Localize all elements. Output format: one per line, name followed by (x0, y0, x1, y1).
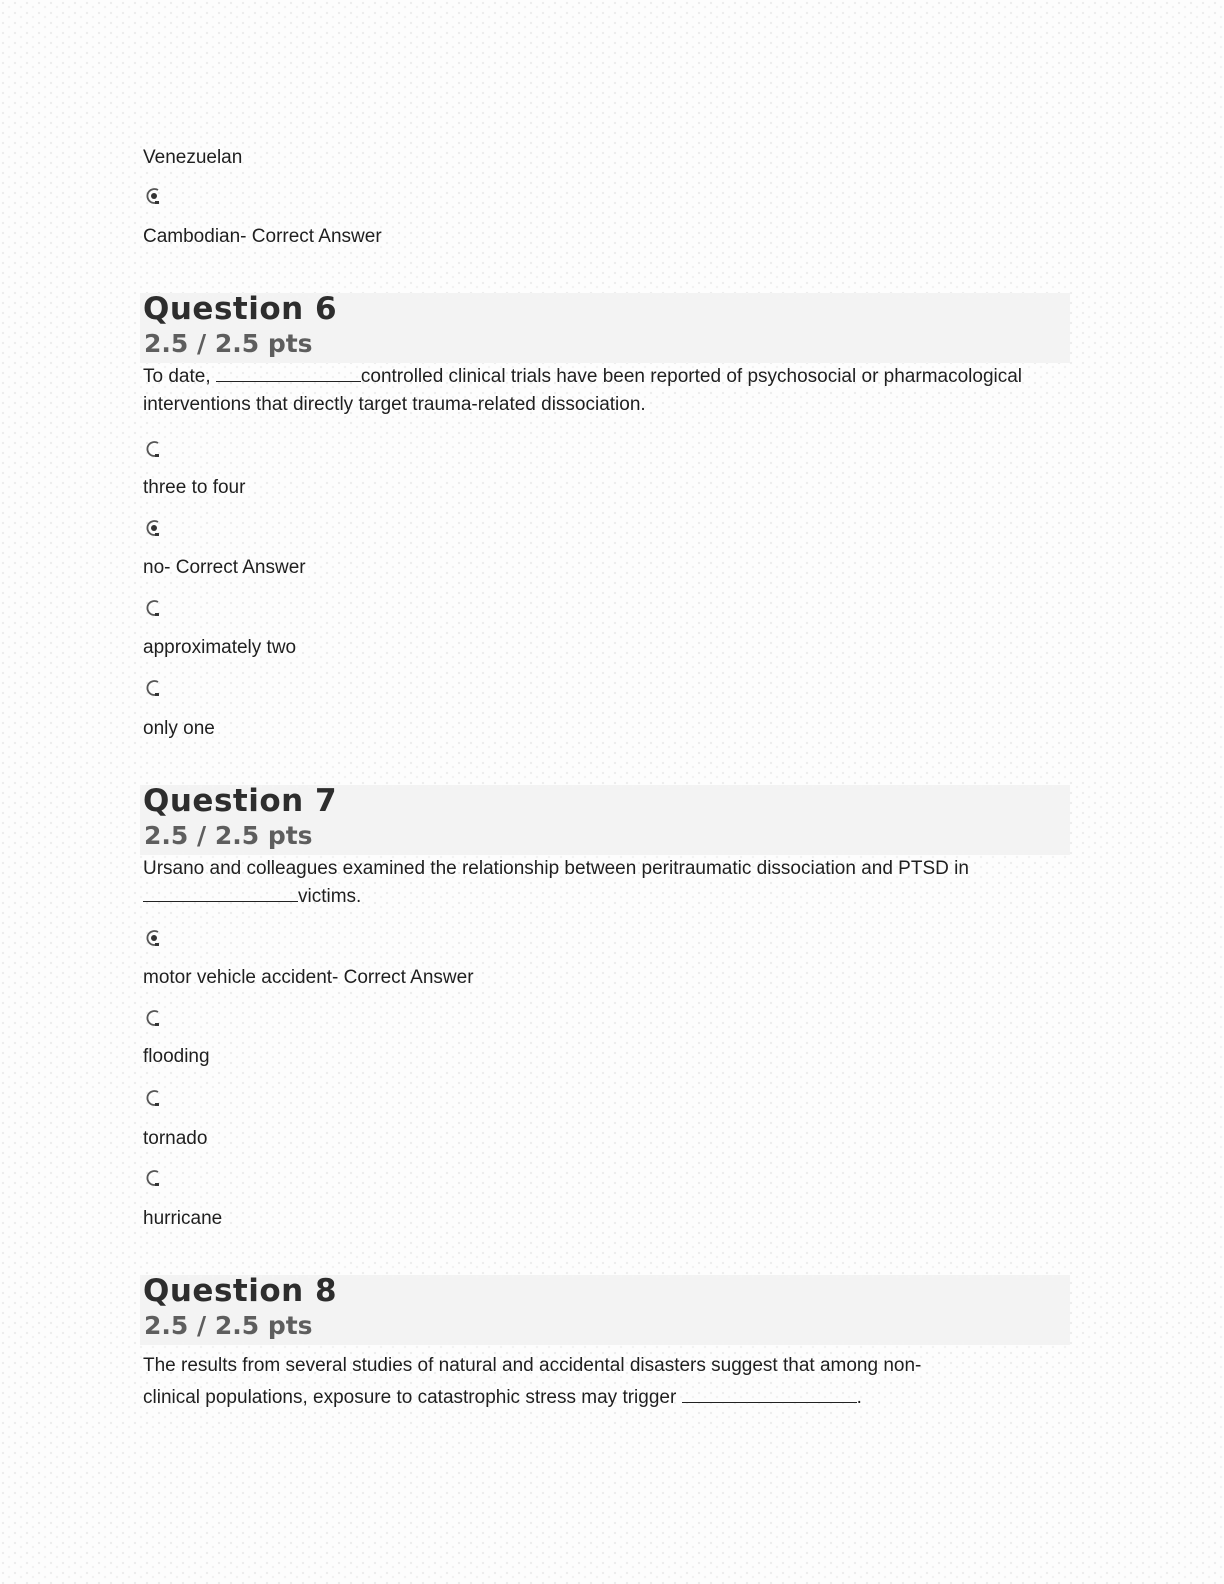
option-label: approximately two (143, 637, 297, 658)
radio-unselected-icon[interactable] (145, 439, 163, 459)
radio-selected-icon[interactable] (145, 928, 163, 948)
option-label: tornado (143, 1128, 208, 1149)
radio-selected-icon[interactable] (145, 518, 163, 538)
option-label: Venezuelan (143, 147, 243, 168)
question-header (140, 293, 1070, 363)
question-text: The results from several studies of natural and accidental disasters suggest that among non-clinical populations, exposure to catastrophic stress may trigger . (143, 1355, 922, 1408)
option-label: hurricane (143, 1208, 223, 1229)
question-header (140, 1275, 1070, 1345)
answer-blank (143, 885, 298, 902)
question-points: 2.5 / 2.5 pts (144, 329, 313, 358)
question-points: 2.5 / 2.5 pts (144, 1311, 313, 1340)
option-label: only one (143, 718, 215, 739)
radio-unselected-icon[interactable] (145, 1088, 163, 1108)
option-label: Cambodian- Correct Answer (143, 226, 382, 247)
radio-unselected-icon[interactable] (145, 598, 163, 618)
radio-unselected-icon[interactable] (145, 678, 163, 698)
question-title: Question 7 (143, 783, 338, 819)
question-header (140, 785, 1070, 855)
question-title: Question 6 (143, 291, 338, 327)
question-points: 2.5 / 2.5 pts (144, 821, 313, 850)
radio-unselected-icon[interactable] (145, 1168, 163, 1188)
radio-selected-icon[interactable] (145, 186, 163, 206)
option-label: no- Correct Answer (143, 557, 306, 578)
radio-unselected-icon[interactable] (145, 1008, 163, 1028)
option-label: three to four (143, 477, 246, 498)
answer-blank (216, 365, 361, 382)
question-text: To date, controlled clinical trials have been reported of psychosocial or pharmacological interventions that directly target trauma-related dissociation. (143, 366, 1023, 415)
answer-blank (682, 1386, 857, 1403)
question-title: Question 8 (143, 1273, 338, 1309)
option-label: motor vehicle accident- Correct Answer (143, 967, 474, 988)
option-label: flooding (143, 1046, 210, 1067)
question-text: Ursano and colleagues examined the relationship between peritraumatic dissociation and PTSD in victims. (143, 858, 969, 907)
